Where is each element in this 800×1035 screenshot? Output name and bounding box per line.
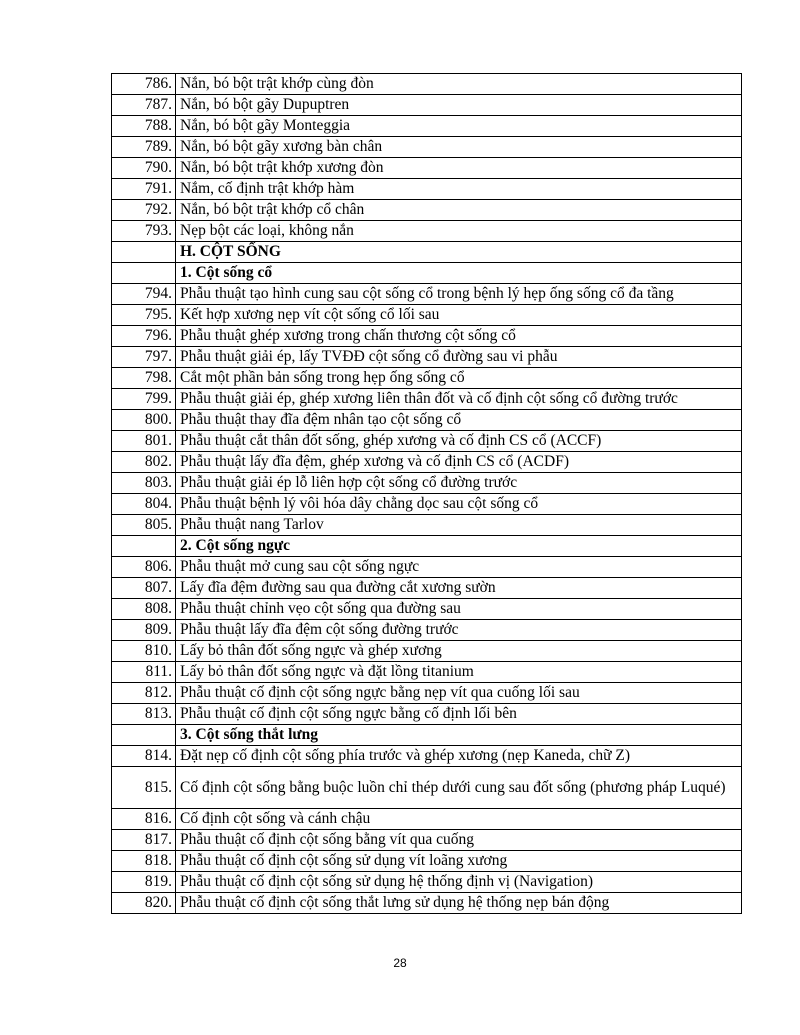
table-row [112,326,742,347]
row-number: 807. [112,578,176,599]
section-heading: 1. Cột sống cổ [176,263,742,284]
procedure-name: Nắn, bó bột gãy Dupuptren [176,95,742,116]
procedure-name: Phẫu thuật giải ép, lấy TVĐĐ cột sống cổ đường sau vi phẫu [176,347,742,368]
table-row [112,599,742,620]
section-heading-row [112,242,742,263]
table-row [112,452,742,473]
table-row [112,305,742,326]
procedure-name: Cố định cột sống bằng buộc luồn chỉ thép dưới cung sau đốt sống (phương pháp Luqué) [176,767,742,809]
table-row [112,368,742,389]
procedure-name: Phẫu thuật cố định cột sống sử dụng vít loãng xương [176,851,742,872]
section-heading-row [112,536,742,557]
section-heading-row [112,263,742,284]
row-number: 806. [112,557,176,578]
row-number [112,263,176,284]
row-number: 791. [112,179,176,200]
row-number: 787. [112,95,176,116]
table-row [112,284,742,305]
procedure-name: Kết hợp xương nẹp vít cột sống cổ lối sau [176,305,742,326]
table-row [112,410,742,431]
procedure-name: Cố định cột sống và cánh chậu [176,809,742,830]
row-number: 804. [112,494,176,515]
procedure-name: Phẫu thuật giải ép lỗ liên hợp cột sống cổ đường trước [176,473,742,494]
row-number: 813. [112,704,176,725]
procedure-name: Lấy bỏ thân đốt sống ngực và ghép xương [176,641,742,662]
row-number: 789. [112,137,176,158]
table-row [112,872,742,893]
row-number [112,536,176,557]
table-row [112,662,742,683]
row-number: 815. [112,767,176,809]
table-row [112,116,742,137]
table-row [112,431,742,452]
procedure-name: Phẫu thuật tạo hình cung sau cột sống cổ trong bệnh lý hẹp ống sống cổ đa tầng [176,284,742,305]
section-heading-row [112,725,742,746]
page-number: 28 [393,956,407,970]
row-number: 816. [112,809,176,830]
row-number: 796. [112,326,176,347]
procedure-name: Lấy đĩa đệm đường sau qua đường cắt xương sườn [176,578,742,599]
row-number: 798. [112,368,176,389]
table-row [112,704,742,725]
procedure-name: Nắn, bó bột gãy xương bàn chân [176,137,742,158]
table-row [112,137,742,158]
row-number: 818. [112,851,176,872]
table-row [112,221,742,242]
table-row [112,557,742,578]
row-number: 802. [112,452,176,473]
procedure-name: Phẫu thuật lấy đĩa đệm cột sống đường trước [176,620,742,641]
table-row [112,641,742,662]
procedure-name: Phẫu thuật cố định cột sống thắt lưng sử dụng hệ thống nẹp bán động [176,893,742,914]
procedure-name: Cắt một phần bản sống trong hẹp ống sống cổ [176,368,742,389]
table-row [112,830,742,851]
row-number: 808. [112,599,176,620]
table-row [112,158,742,179]
table-row [112,74,742,95]
table-row [112,620,742,641]
table-row [112,893,742,914]
row-number: 794. [112,284,176,305]
row-number: 797. [112,347,176,368]
row-number: 811. [112,662,176,683]
row-number: 801. [112,431,176,452]
row-number: 800. [112,410,176,431]
procedure-table-body [112,74,742,914]
row-number: 803. [112,473,176,494]
row-number [112,242,176,263]
row-number: 809. [112,620,176,641]
row-number: 793. [112,221,176,242]
procedure-name: Phẫu thuật cắt thân đốt sống, ghép xương và cố định CS cổ (ACCF) [176,431,742,452]
procedure-name: Nắm, cố định trật khớp hàm [176,179,742,200]
row-number: 805. [112,515,176,536]
procedure-name: Phẫu thuật giải ép, ghép xương liên thân đốt và cố định cột sống cổ đường trước [176,389,742,410]
table-row [112,389,742,410]
table-row [112,179,742,200]
procedure-name: Phẫu thuật thay đĩa đệm nhân tạo cột sống cổ [176,410,742,431]
procedure-table [111,73,742,914]
row-number: 786. [112,74,176,95]
procedure-name: Nẹp bột các loại, không nắn [176,221,742,242]
row-number: 812. [112,683,176,704]
table-row [112,473,742,494]
procedure-name: Nắn, bó bột trật khớp cùng đòn [176,74,742,95]
table-row [112,809,742,830]
procedure-name: Nắn, bó bột trật khớp xương đòn [176,158,742,179]
section-heading: 3. Cột sống thắt lưng [176,725,742,746]
procedure-name: Phẫu thuật chỉnh vẹo cột sống qua đường sau [176,599,742,620]
row-number: 795. [112,305,176,326]
table-row [112,746,742,767]
row-number: 792. [112,200,176,221]
row-number: 820. [112,893,176,914]
row-number: 817. [112,830,176,851]
row-number: 810. [112,641,176,662]
table-row [112,851,742,872]
procedure-name: Phẫu thuật lấy đĩa đệm, ghép xương và cố định CS cổ (ACDF) [176,452,742,473]
row-number [112,725,176,746]
section-heading: 2. Cột sống ngực [176,536,742,557]
procedure-name: Phẫu thuật cố định cột sống bằng vít qua cuống [176,830,742,851]
table-row [112,347,742,368]
procedure-name: Phẫu thuật cố định cột sống ngực bằng cố định lối bên [176,704,742,725]
section-heading: H. CỘT SỐNG [176,242,742,263]
table-row [112,515,742,536]
procedure-name: Phẫu thuật ghép xương trong chấn thương cột sống cổ [176,326,742,347]
table-row [112,200,742,221]
procedure-name: Phẫu thuật cố định cột sống sử dụng hệ thống định vị (Navigation) [176,872,742,893]
procedure-name: Đặt nẹp cố định cột sống phía trước và ghép xương (nẹp Kaneda, chữ Z) [176,746,742,767]
procedure-name: Phẫu thuật cố định cột sống ngực bằng nẹp vít qua cuống lối sau [176,683,742,704]
row-number: 788. [112,116,176,137]
procedure-name: Phẫu thuật bệnh lý vôi hóa dây chằng dọc sau cột sống cổ [176,494,742,515]
procedure-name: Phẫu thuật mở cung sau cột sống ngực [176,557,742,578]
table-row [112,683,742,704]
row-number: 819. [112,872,176,893]
table-row [112,494,742,515]
table-row [112,578,742,599]
table-row [112,95,742,116]
row-number: 799. [112,389,176,410]
procedure-name: Nắn, bó bột gãy Monteggia [176,116,742,137]
procedure-name: Phẫu thuật nang Tarlov [176,515,742,536]
procedure-name: Nắn, bó bột trật khớp cổ chân [176,200,742,221]
row-number: 790. [112,158,176,179]
row-number: 814. [112,746,176,767]
procedure-name: Lấy bỏ thân đốt sống ngực và đặt lồng titanium [176,662,742,683]
table-row [112,767,742,809]
